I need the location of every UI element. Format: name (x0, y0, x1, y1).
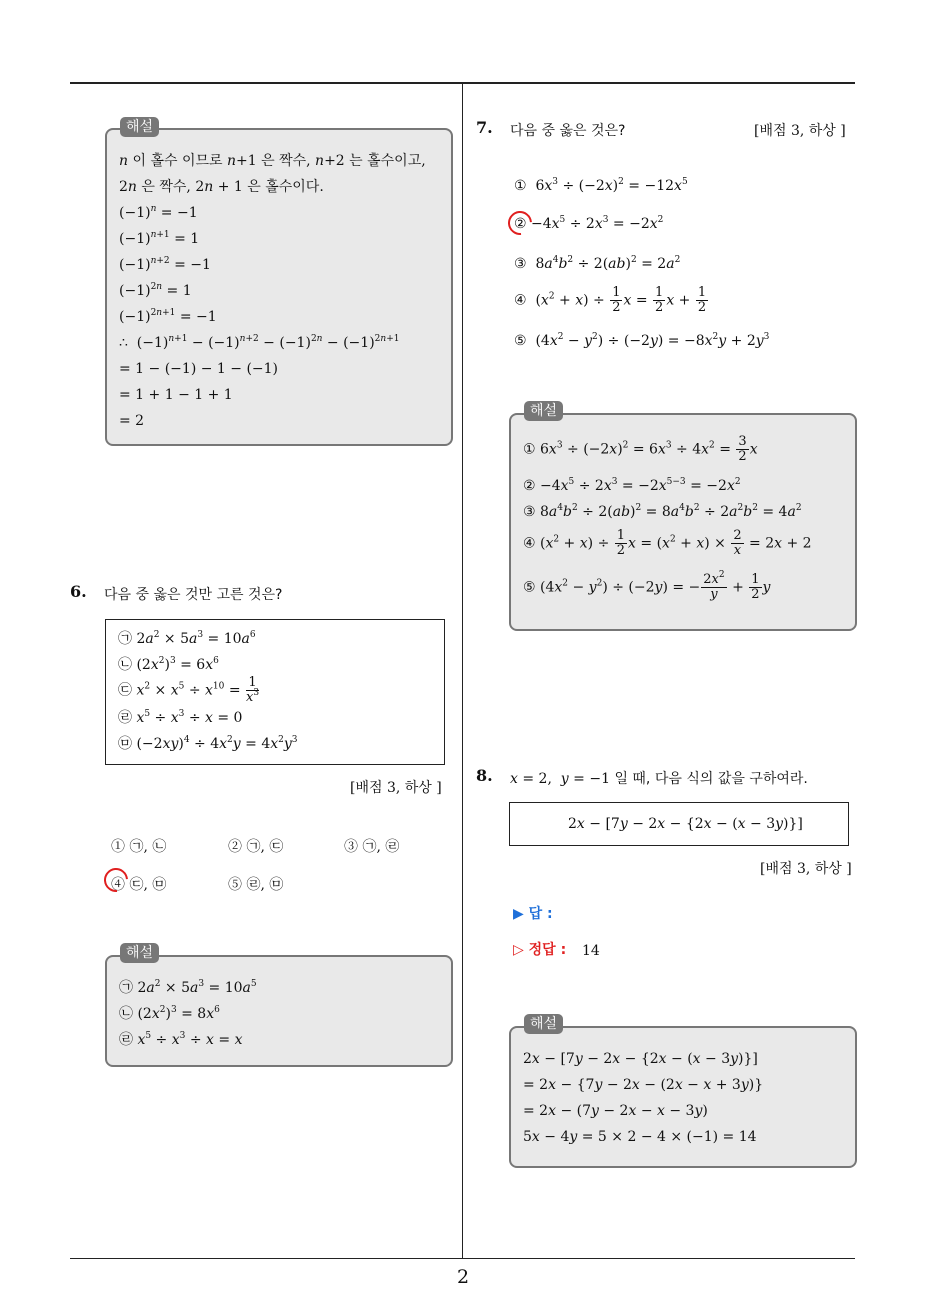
solution-tag: 해설 (524, 401, 563, 421)
expression: 2x − [7y − 2x − {2x − (x − 3y)}] (568, 816, 803, 832)
solution-line: 2n 은 짝수, 2n + 1 은 홀수이다. (119, 179, 324, 195)
option-1[interactable]: ① $6x^3 \div (-2x)^2 = -12x^5$ (514, 177, 688, 194)
solution-line: 2x − [7y − 2x − {2x − (x − 3y)}] (523, 1051, 758, 1067)
option-5[interactable]: ⑤ ㉣, ㉤ (228, 877, 284, 893)
statement-item: ㉣ $x^5 \div x^3 \div x = 0$ (118, 709, 243, 726)
column-divider (462, 84, 463, 1258)
correct-answer-value: 14 (582, 943, 600, 959)
solution-line: ⑤ $(4x^2 - y^2) \div (-2y)$ = − $\frac{2x^2}{y}$ + $\frac{1}{2}$ y (523, 570, 771, 602)
solution-line: ∴ $(-1)^{n+1} - (-1)^{n+2} - (-1)^{2n} - (-1)^{2n+1}$ (119, 334, 400, 351)
solution-line: n 이 홀수 이므로 n+1 은 짝수, n+2 는 홀수이고, (119, 153, 426, 169)
option-5[interactable]: ⑤ $(4x^2 - y^2) \div (-2y) = -8x^2y + 2y^3$ (514, 332, 770, 349)
solution-line: $(-1)^{n+2} = -1$ (119, 256, 211, 273)
solution-line: = 2 (119, 413, 145, 429)
question-number: 7. (476, 118, 493, 137)
question-number: 8. (476, 766, 493, 785)
question-text: 다음 중 옳은 것만 고른 것은? (104, 587, 283, 603)
correct-answer-label: ▷ 정답 : (513, 942, 567, 958)
statement-item: ㉤ $(-2xy)^4 \div 4x^2y = 4x^2y^3$ (118, 735, 298, 752)
solution-box-q5 (105, 128, 453, 446)
solution-line: ① $6x^3 \div (-2x)^2 = 6x^3 \div 4x^2$ = $\frac{3}{2}$ x (523, 434, 758, 464)
solution-line: ㉣ $x^5 \div x^3 \div x = x$ (119, 1031, 243, 1048)
solution-line: = 2x − {7y − 2x − (2x − x + 3y)} (523, 1077, 764, 1093)
option-3[interactable]: ③ $8a^4b^2 \div 2(ab)^2 = 2a^2$ (514, 255, 681, 272)
solution-line: = 2x − (7y − 2x − x − 3y) (523, 1103, 708, 1119)
solution-line: ② $-4x^5 \div 2x^3 = -2x^{5-3} = -2x^2$ (523, 477, 741, 494)
expression-box (509, 802, 849, 846)
solution-line: $(-1)^{n+1} = 1$ (119, 230, 200, 247)
solution-tag: 해설 (120, 117, 159, 137)
selected-answer-mark (503, 206, 537, 240)
option-4[interactable]: ④ $(x^2 + x)$ ÷ $\frac{1}{2}$ x = $\frac{1}{2}$ x + $\frac{1}{2}$ (514, 285, 707, 315)
solution-tag: 해설 (120, 943, 159, 963)
solution-tag: 해설 (524, 1014, 563, 1034)
option-4[interactable]: ④ ㉢, ㉤ (111, 877, 167, 893)
solution-line: $(-1)^n = -1$ (119, 204, 198, 221)
solution-line: $(-1)^{2n+1} = -1$ (119, 308, 217, 325)
solution-box-q8 (509, 1026, 857, 1168)
statement-item: ㉡ $(2x^2)^3 = 6x^6$ (118, 656, 219, 673)
statement-item: ㉠ $2a^2 \times 5a^3 = 10a^6$ (118, 630, 256, 647)
score-label: [배점 3, 하상 ] (754, 123, 846, 139)
solution-line: ㉡ $(2x^2)^3 = 8x^6$ (119, 1005, 220, 1022)
solution-box-q7 (509, 413, 857, 631)
solution-line: 5x − 4y = 5 × 2 − 4 × (−1) = 14 (523, 1129, 757, 1145)
statement-box (105, 619, 445, 765)
question-number: 6. (70, 582, 87, 601)
solution-line: = 1 − (−1) − 1 − (−1) (119, 361, 279, 377)
solution-line: ③ $8a^4b^2 \div 2(ab)^2 = 8a^4b^2 \div 2a^2b^2 = 4a^2$ (523, 503, 802, 520)
solution-line: $(-1)^{2n} = 1$ (119, 282, 192, 299)
question-text: 다음 중 옳은 것은? (510, 123, 626, 139)
option-2[interactable]: ② $-4x^5 \div 2x^3 = -2x^2$ (514, 215, 664, 232)
option-3[interactable]: ③ ㉠, ㉣ (344, 839, 400, 855)
answer-label: ▶ 답 : (513, 906, 553, 922)
solution-line: ④ $(x^2 + x)$ ÷ $\frac{1}{2}$ $x = (x^2 + x)$ × $\frac{2}{x}$ = 2x + 2 (523, 528, 812, 558)
solution-line: = 1 + 1 − 1 + 1 (119, 387, 233, 403)
score-label: [배점 3, 하상 ] (760, 861, 852, 877)
page-number: 2 (456, 1266, 470, 1288)
statement-item: ㉢ $x^2 \times x^5 \div x^{10}$ = $\frac{1}{x^3}$ (118, 675, 260, 705)
solution-box-q6 (105, 955, 453, 1067)
question-text: x = 2, y = −1 일 때, 다음 식의 값을 구하여라. (510, 771, 808, 787)
bottom-rule (70, 1258, 855, 1259)
score-label: [배점 3, 하상 ] (350, 780, 442, 796)
option-2[interactable]: ② ㉠, ㉢ (228, 839, 284, 855)
solution-line: ㉠ $2a^2 \times 5a^3 = 10a^5$ (119, 979, 257, 996)
option-1[interactable]: ① ㉠, ㉡ (111, 839, 167, 855)
